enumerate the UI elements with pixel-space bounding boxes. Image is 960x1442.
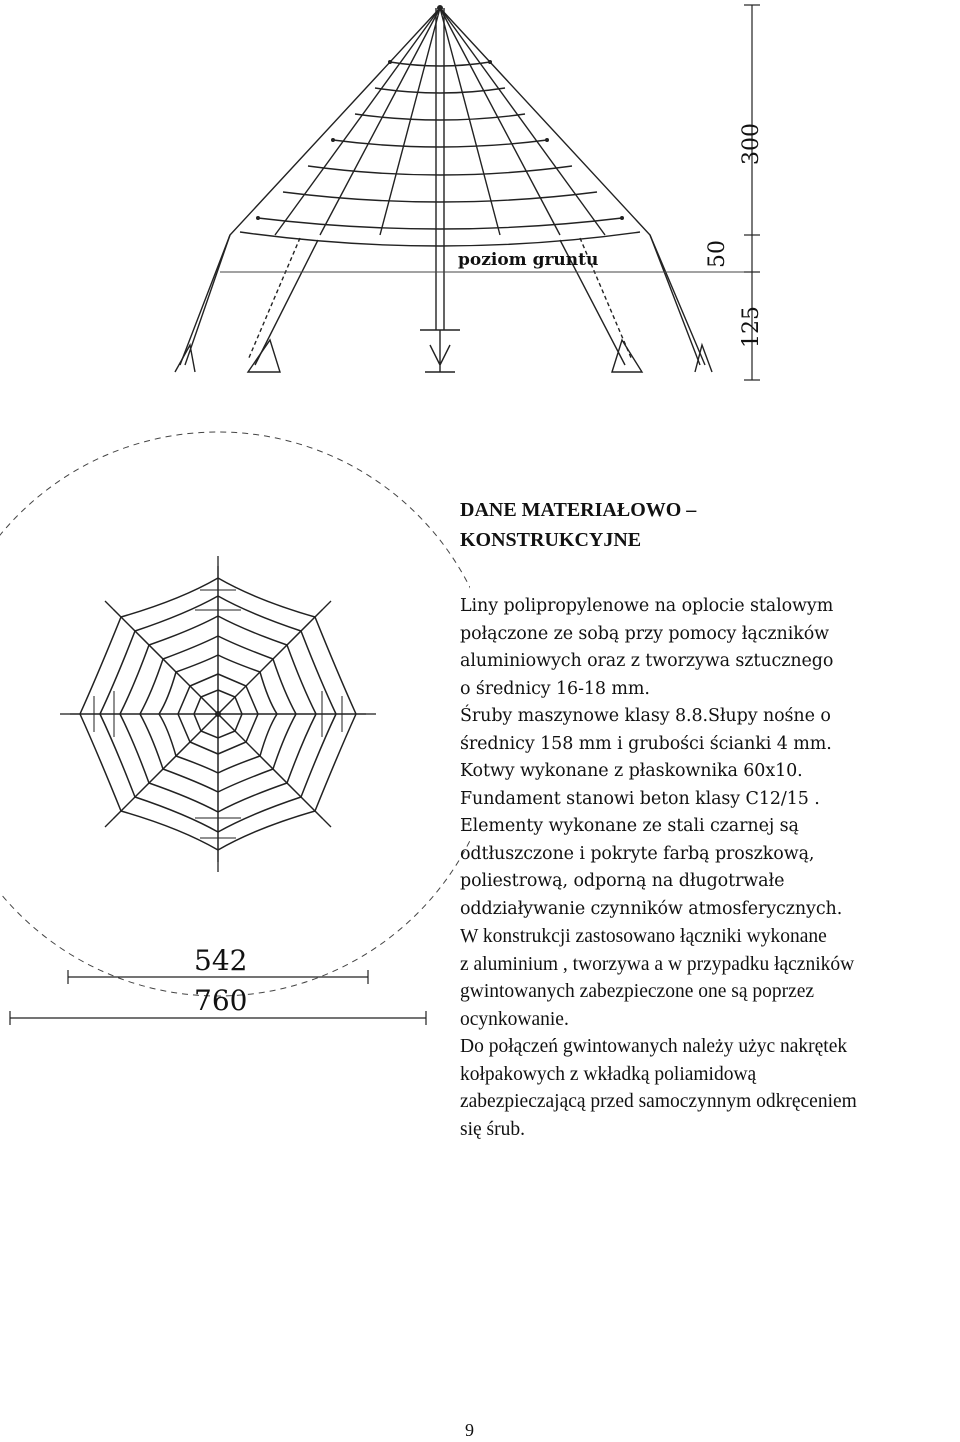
plan-drawing	[0, 395, 470, 1055]
paragraph-coating: Elementy wykonane ze stali czarnej są odtłuszczone i pokryte farbą proszkową, poliestrową, odporną na długotrwałe oddziaływanie czynników atmosferycznych.	[460, 816, 843, 919]
page-number: 9	[465, 1420, 474, 1440]
dimension-inner-diameter-label: 542	[194, 944, 248, 977]
heading-line-2: KONSTRUKCYJNE	[460, 529, 642, 551]
heading-line-1: DANE MATERIAŁOWO –	[460, 499, 697, 521]
ground-level-label: poziom gruntu	[458, 250, 599, 270]
paragraph-ropes: Liny polipropylenowe na oplocie stalowym połączone ze sobą przy pomocy łączników aluminiowych oraz z tworzywa sztucznego o średnicy 16-18 mm.	[460, 596, 834, 699]
dimension-height-label: 300	[739, 123, 764, 165]
section-heading	[460, 495, 960, 555]
paragraph-nuts: Do połączeń gwintowanych należy użyc nakrętek kołpakowych z wkładką poliamidową zabezpieczającą przed samoczynnym odkręceniem się śrub.	[460, 1036, 857, 1140]
elevation-drawing	[160, 0, 960, 400]
dimension-outer-diameter-label: 760	[194, 984, 248, 1017]
rope-knots	[256, 5, 624, 220]
paragraph-connectors: W konstrukcji zastosowano łączniki wykonane z aluminium , tworzywa a w przypadku łączników gwintowanych zabezpieczone one są poprzez ocynkowanie.	[460, 926, 855, 1030]
pyramid-frame	[175, 8, 712, 372]
dimension-below-ground-label: 125	[739, 306, 764, 348]
dimension-above-ground-label: 50	[705, 240, 730, 268]
material-data-section	[460, 495, 960, 1143]
paragraph-bolts-posts: Śruby maszynowe klasy 8.8.Słupy nośne o średnicy 158 mm i grubości ścianki 4 mm. Kotwy wykonane z płaskownika 60x10. Fundament stanowi beton klasy C12/15 .	[460, 706, 832, 809]
center-post	[215, 711, 221, 717]
